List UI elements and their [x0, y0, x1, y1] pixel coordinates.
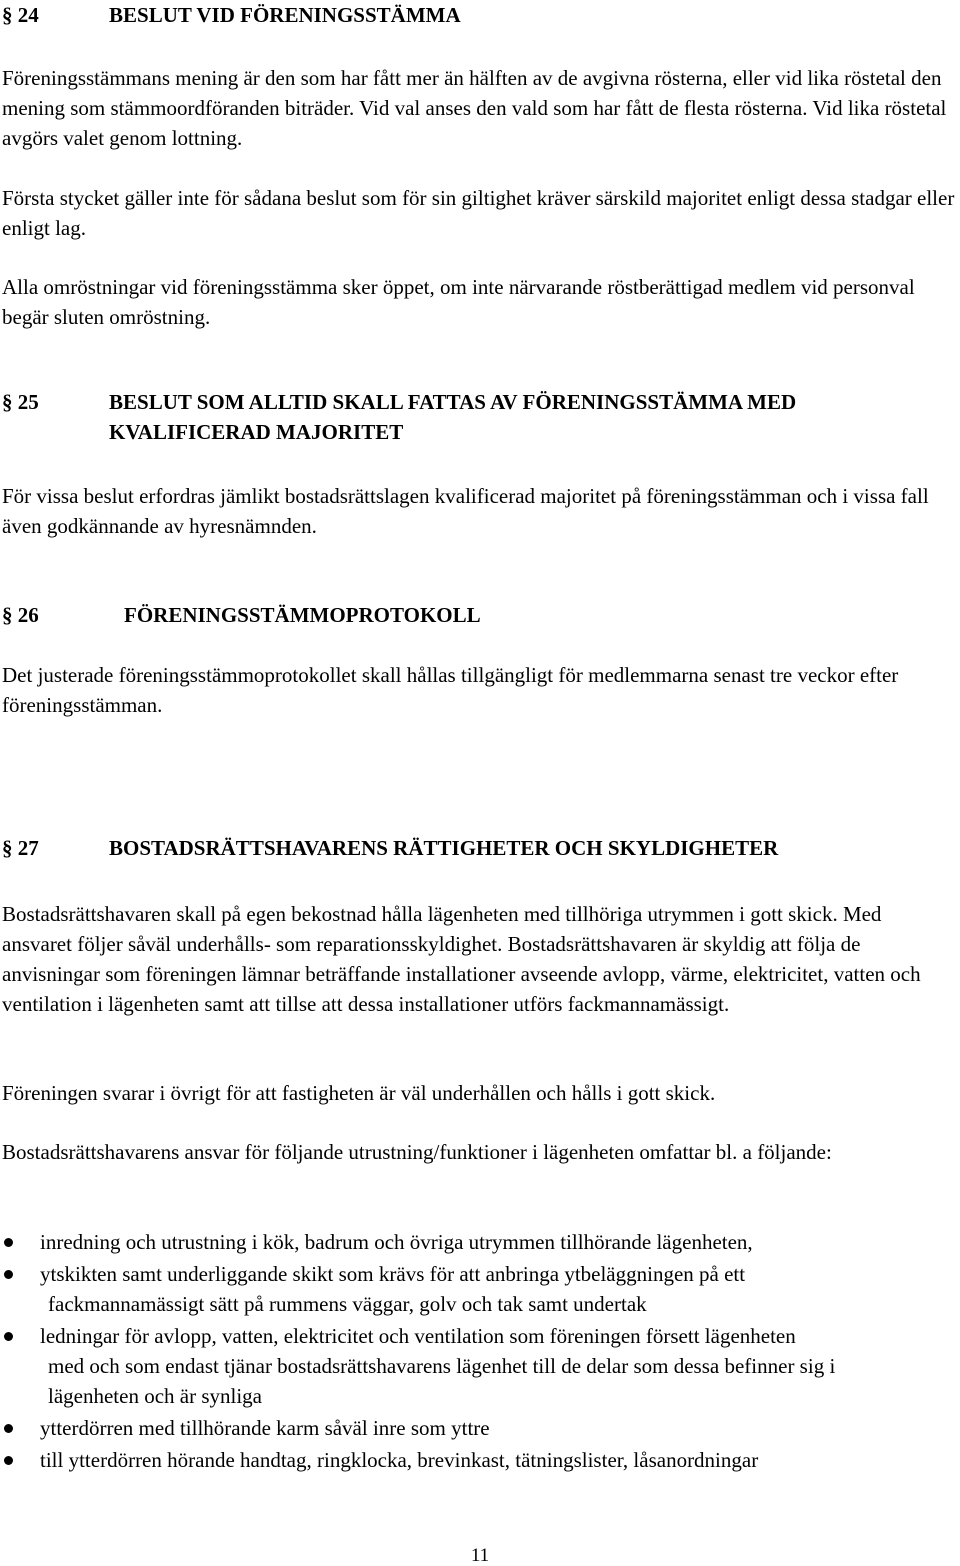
paragraph: Föreningen svarar i övrigt för att fastigheten är väl underhållen och hålls i gott skick.	[2, 1081, 716, 1105]
section-title: BESLUT VID FÖRENINGSSTÄMMA	[109, 3, 461, 27]
responsibility-list	[2, 1227, 956, 1475]
list-item-text: ledningar för avlopp, vatten, elektricitet och ventilation som föreningen försett lägenheten	[40, 1324, 796, 1348]
paragraph: Bostadsrättshavarens ansvar för följande utrustning/funktioner i lägenheten omfattar bl. a följande:	[2, 1140, 832, 1164]
list-item-text: ytskikten samt underliggande skikt som krävs för att anbringa ytbeläggningen på ett	[40, 1262, 746, 1286]
list-item	[2, 1259, 956, 1319]
list-item-text: inredning och utrustning i kök, badrum och övriga utrymmen tillhörande lägenheten,	[40, 1230, 753, 1254]
section-title: BOSTADSRÄTTSHAVARENS RÄTTIGHETER OCH SKYLDIGHETER	[109, 836, 779, 860]
bullet-icon	[4, 1456, 13, 1465]
list-item	[2, 1413, 956, 1443]
list-item	[2, 1321, 956, 1411]
section-number: § 26	[2, 603, 39, 627]
list-item	[2, 1445, 956, 1475]
paragraph: Första stycket gäller inte för sådana beslut som för sin giltighet kräver särskild majoritet enligt dessa stadgar eller enligt lag.	[2, 186, 955, 240]
list-item-text: till ytterdörren hörande handtag, ringklocka, brevinkast, tätningslister, låsanordningar	[40, 1448, 759, 1472]
section-number: § 25	[2, 390, 39, 414]
bullet-icon	[4, 1424, 13, 1433]
section-number: § 24	[2, 3, 39, 27]
paragraph: Föreningsstämmans mening är den som har fått mer än hälften av de avgivna rösterna, eller vid lika röstetal den mening som stämmoordföranden biträder. Vid val anses den vald som har fått de flesta rösterna. Vid lika röstetal avgörs valet genom lottning.	[2, 66, 947, 150]
section-25-heading	[2, 387, 960, 447]
list-item-continuation: fackmannamässigt sätt på rummens väggar, golv och tak samt undertak	[48, 1292, 647, 1316]
paragraph: Det justerade föreningsstämmoprotokollet skall hållas tillgängligt för medlemmarna senast tre veckor efter föreningsstämman.	[2, 663, 899, 717]
list-item-text: ytterdörren med tillhörande karm såväl inre som yttre	[40, 1416, 490, 1440]
paragraph: Bostadsrättshavaren skall på egen bekostnad hålla lägenheten med tillhöriga utrymmen i gott skick. Med ansvaret följer såväl underhålls- som reparationsskyldighet. Bostadsrättshavaren är skyldig att följa de anvisningar som föreningen lämnar beträffande installationer avseende avlopp, värme, elektricitet, vatten och ventilation i lägenheten samt att tillse att dessa installationer utförs fackmannamässigt.	[2, 902, 921, 1016]
list-item-continuation: med och som endast tjänar bostadsrättshavarens lägenhet till de delar som dessa befinner sig i lägenheten och är synliga	[48, 1354, 836, 1408]
paragraph: Alla omröstningar vid föreningsstämma sker öppet, om inte närvarande röstberättigad medlem vid personval begär sluten omröstning.	[2, 275, 915, 329]
bullet-icon	[4, 1332, 13, 1341]
page-number: 11	[470, 1545, 490, 1566]
section-number: § 27	[2, 836, 39, 860]
list-item	[2, 1227, 956, 1257]
paragraph: För vissa beslut erfordras jämlikt bostadsrättslagen kvalificerad majoritet på föreningsstämman och i vissa fall även godkännande av hyresnämnden.	[2, 484, 929, 538]
section-title: BESLUT SOM ALLTID SKALL FATTAS AV FÖRENINGSSTÄMMA MED KVALIFICERAD MAJORITET	[109, 390, 797, 444]
bullet-icon	[4, 1270, 13, 1279]
section-title: FÖRENINGSSTÄMMOPROTOKOLL	[124, 603, 481, 627]
bullet-icon	[4, 1238, 13, 1247]
